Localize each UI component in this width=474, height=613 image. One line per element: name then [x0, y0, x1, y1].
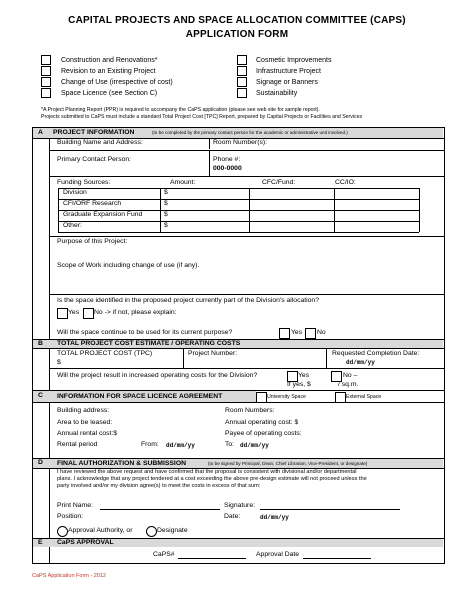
amount-label: Amount:	[170, 179, 196, 186]
print-name-label: Print Name:	[57, 502, 93, 509]
section-c-heading: INFORMATION FOR SPACE LICENCE AGREEMENT	[57, 393, 223, 400]
funding-row-label: Division	[63, 189, 87, 196]
tpc-input[interactable]: $	[57, 359, 61, 366]
date-label: Date:	[224, 513, 241, 520]
option-label: Signage or Banners	[256, 79, 318, 86]
project-number-label: Project Number:	[188, 350, 238, 357]
funding-amount-input[interactable]: $	[164, 211, 168, 218]
rental-period-label: Rental period	[57, 441, 98, 448]
radio-approval-authority[interactable]	[57, 526, 68, 537]
completion-date-input[interactable]: dd/mm/yy	[346, 359, 375, 366]
funding-amount-input[interactable]: $	[164, 222, 168, 229]
purpose-scope-input[interactable]	[50, 248, 443, 293]
authorization-text: plans. I acknowledge that any project tendered at a cost exceeding the above pre-design estimate will not proceed unless the	[57, 476, 367, 482]
authorization-text: I have reviewed the above request and have confirmed that the proposal is consistent with divisional and/or departmental	[57, 469, 357, 475]
checkbox-space-yes[interactable]	[57, 308, 68, 319]
print-name-input[interactable]	[100, 509, 220, 510]
contact-label: Primary Contact Person:	[57, 156, 132, 163]
payee-label: Payee of operating costs:	[225, 430, 302, 437]
checkbox-continue-no[interactable]	[305, 328, 316, 339]
if-yes-label: If yes, $	[287, 381, 311, 388]
checkbox-infrastructure[interactable]	[237, 66, 247, 76]
section-letter: A	[38, 129, 43, 136]
funding-row-label: CFI/ORF Research	[63, 200, 122, 207]
room-label: Room Number(s):	[213, 139, 268, 146]
section-b-heading: TOTAL PROJECT COST ESTIMATE / OPERATING COSTS	[57, 340, 241, 347]
scope-label: Scope of Work including change of use (if any).	[57, 262, 200, 269]
phone-label: Phone #:	[213, 156, 241, 163]
caps-number-input[interactable]	[178, 558, 246, 559]
funding-label: Funding Sources:	[57, 179, 111, 186]
checkbox-sustainability[interactable]	[237, 88, 247, 98]
checkbox-cosmetic[interactable]	[237, 55, 247, 65]
checkbox-continue-yes[interactable]	[279, 328, 290, 339]
university-space-label: University Space	[267, 394, 306, 400]
approval-date-input[interactable]	[303, 558, 371, 559]
approval-authority-label: Approval Authority, or	[68, 527, 133, 534]
annual-rental-label: Annual rental cost:$	[57, 430, 118, 437]
option-label: Cosmetic Improvements	[256, 57, 332, 64]
checkbox-revision[interactable]	[41, 66, 51, 76]
annual-operating-label: Annual operating cost: $	[225, 419, 299, 426]
no-label: No	[317, 329, 326, 336]
from-label: From:	[141, 441, 159, 448]
signature-label: Signature:	[224, 502, 255, 509]
radio-designate[interactable]	[146, 526, 157, 537]
building-address-label: Building address:	[57, 407, 110, 414]
funding-row-label: Graduate Expansion Fund	[63, 211, 143, 218]
option-label: Construction and Renovations*	[61, 57, 158, 64]
cfc-label: CFC/Fund:	[262, 179, 296, 186]
area-leased-label: Area to be leased:	[57, 419, 113, 426]
position-label: Position:	[57, 513, 84, 520]
external-space-label: External Space	[346, 394, 382, 400]
checkbox-space-licence[interactable]	[41, 88, 51, 98]
signature-input[interactable]	[260, 509, 400, 510]
rental-to-input[interactable]: dd/mm/yy	[240, 442, 269, 449]
phone-input[interactable]: 000-0000	[213, 165, 242, 172]
tpc-note: Projects submitted to CaPS must include a standard Total Project Cost [TPC] Report, prepared by Capital Projects or Facilities and Services	[41, 114, 363, 120]
purpose-label: Purpose of this Project:	[57, 238, 128, 245]
date-input[interactable]: dd/mm/yy	[260, 514, 289, 521]
funding-row-label: Other:	[63, 222, 82, 229]
checkbox-construction[interactable]	[41, 55, 51, 65]
completion-label: Requested Completion Date:	[332, 350, 420, 357]
footer-text: CaPS Application Form - 2012	[32, 573, 106, 579]
section-letter: E	[38, 539, 43, 546]
yes-label: Yes	[291, 329, 303, 336]
option-label: Sustainability	[256, 90, 298, 97]
section-e-heading: CaPS APPROVAL	[57, 539, 114, 546]
space-question: Is the space identified in the proposed project currently part of the Division's allocation?	[57, 297, 319, 304]
ccio-label: CC/IO:	[335, 179, 356, 186]
yes-label: Yes	[298, 372, 310, 379]
section-letter: C	[38, 392, 43, 399]
checkbox-signage[interactable]	[237, 77, 247, 87]
option-label: Infrastructure Project	[256, 68, 321, 75]
funding-amount-input[interactable]: $	[164, 189, 168, 196]
continue-question: Will the space continue to be used for its current purpose?	[57, 329, 233, 336]
ppr-note: *A Project Planning Report (PPR) is required to accompany the CaPS application (please see web site for sample report).	[41, 107, 320, 113]
caps-number-label: CaPS#	[153, 551, 175, 558]
form-title: CAPITAL PROJECTS AND SPACE ALLOCATION COMMITTEE (CAPS)	[68, 15, 406, 26]
yes-label: Yes	[68, 309, 80, 316]
funding-amount-input[interactable]: $	[164, 200, 168, 207]
no-dash-label: No –	[343, 372, 358, 379]
checkbox-space-no[interactable]	[83, 308, 94, 319]
option-label: Change of Use (irrespective of cost)	[61, 79, 173, 86]
option-label: Revision to an Existing Project	[61, 68, 156, 75]
designate-label: Designate	[157, 527, 188, 534]
room-numbers-label: Room Numbers:	[225, 407, 275, 414]
rental-from-input[interactable]: dd/mm/yy	[166, 442, 195, 449]
per-sqm-label: / sq.m.	[338, 381, 359, 388]
to-label: To:	[225, 441, 235, 448]
section-letter: D	[38, 459, 43, 466]
no-explain-label: No -> if not, please explain:	[94, 309, 177, 316]
section-d-subheading: (to be signed by Principal, Dean, Chief Librarian, Vice-President, or designate)	[208, 461, 368, 466]
form-subtitle: APPLICATION FORM	[185, 29, 289, 40]
checkbox-change-of-use[interactable]	[41, 77, 51, 87]
section-d-heading: FINAL AUTHORIZATION & SUBMISSION	[57, 460, 187, 467]
section-letter: B	[38, 340, 43, 347]
operating-question: Will the project result in increased operating costs for the Division?	[57, 372, 258, 379]
section-a-heading: PROJECT INFORMATION	[53, 129, 135, 136]
option-label: Space Licence (see Section C)	[61, 90, 158, 97]
building-label: Building Name and Address:	[57, 139, 143, 146]
tpc-label: TOTAL PROJECT COST (TPC)	[57, 350, 153, 357]
section-a-subheading: (to be completed by the primary contact person for the academic or administrative unit involved.)	[152, 130, 348, 135]
authorization-text: party involved and/or my division agree(s) to meet the costs in excess of that sum:	[57, 483, 261, 489]
approval-date-label: Approval Date	[256, 551, 300, 558]
